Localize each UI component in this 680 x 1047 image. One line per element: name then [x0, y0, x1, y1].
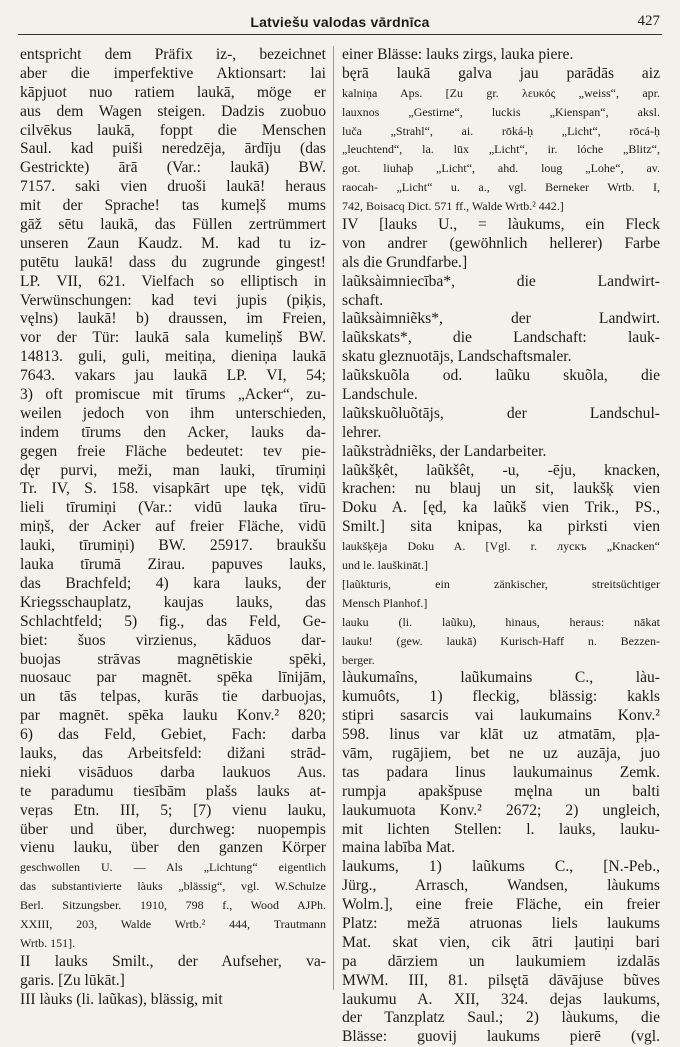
left-column [20, 46, 326, 1009]
text-line: das substantivierte làuks „blässig“, vgl. W.Schulze [20, 879, 326, 894]
text-line: Doku A. [ęd, ka laũkš vien Trik., PS., [342, 499, 660, 517]
text-line: laũkskuõluõtājs, der Landschul- [342, 404, 660, 422]
text-line: über und über, durchweg: nuopempis [20, 820, 326, 838]
text-line: Gestrickte) ārā (Var.: laukā) BW. [20, 159, 326, 177]
text-line: laukums, 1) laũkums C., [N.-Peb., [342, 858, 660, 876]
text-line: buojas strāvas magnētiskie spēki, [20, 650, 326, 668]
text-line: Kriegsschauplatz, kaujas lauks, das [20, 593, 326, 611]
text-line: garis. [Zu lūkāt.] [20, 971, 125, 989]
text-line: lieli tīrumiņi (Var.: vidū lauka tīru- [20, 499, 326, 517]
text-line: „leuchtend“, la. lūx „Licht“, ir. lóche „Blitz“, [342, 142, 660, 157]
text-line: unseren Zaun Kaudz. M. kad tu iz- [20, 234, 326, 252]
text-line: und le. lauškināt.] [342, 558, 428, 573]
text-line: stipri sasarcis vai laukumains Konv.² [342, 707, 660, 725]
text-line: 7157. saki vien druoši laukā! heraus [20, 178, 326, 196]
text-line: kāpjuot nuo ratiem laukā, möge er [20, 83, 326, 101]
text-line: mit lichten Stellen: l. lauks, lauku- [342, 820, 660, 838]
text-line: miņš, der Acker auf freier Fläche, vidū [20, 518, 326, 536]
text-line: raocah- „Licht“ u. a., vgl. Berneker Wrtb. I, [342, 180, 660, 195]
text-line: lauku! (gew. laukā) Kurisch-Haff n. Bezzen- [342, 633, 660, 648]
running-title: Latviešu valodas vārdnīca [250, 14, 430, 30]
text-line: Berl. Sitzungsber. 1910, 798 f., Wood AJPh. [20, 898, 326, 913]
text-line: gāž sētu laukā, das Füllen zertrümmert [20, 216, 326, 234]
text-line: pa dārziem un laukumiem izdalās [342, 952, 660, 970]
text-line: berger. [342, 652, 375, 667]
text-line: rumpja apakšpuse męlna un balti [342, 782, 660, 800]
text-line: laũkskats*, die Landschaft: lauk- [342, 329, 660, 347]
text-line: got. liuhaþ „Licht“, ahd. loug „Lohe“, av. [342, 161, 660, 176]
text-line: laũksàimniecība*, die Landwirt- [342, 272, 660, 290]
text-line: kalniņa Aps. [Zu gr. λευκός „weiss“, apr. [342, 85, 660, 100]
text-line: schaft. [342, 291, 384, 309]
text-line: Saul. kad puiši neredzēja, ārdīju (das [20, 140, 326, 158]
text-line: MWM. III, 81. pilsętā dāvājuse bũves [342, 971, 660, 989]
text-line: Mensch Planhof.] [342, 595, 428, 610]
text-line: biet: šuos virzienus, kāduos dar- [20, 631, 326, 649]
text-line: lauku (li. laũku), hinaus, heraus: nākat [342, 614, 660, 629]
text-line: vęlns) laukā! b) draussen, im Freien, [20, 310, 326, 328]
text-line: 3) oft promiscue mit tīrums „Acker“, zu- [20, 386, 326, 404]
text-line: cilvēkus laukā, foppt die Menschen [20, 121, 326, 139]
text-line: Wolm.], eine freie Fläche, ein freier [342, 896, 660, 914]
text-line: weilen jedoch von ihm unterschieden, [20, 404, 326, 422]
text-line: laukumu A. XII, 324. dejas laukums, [342, 990, 660, 1008]
text-line: mit der Sprache! tas kumeļš mums [20, 197, 326, 215]
text-line: lauxnos „Gestirne“, luckis „Kienspan“, aksl. [342, 104, 660, 119]
text-line: luča „Strahl“, ai. rōká-ḥ „Licht“, rōcá-ḥ [342, 123, 660, 138]
text-line: aber die imperfektive Aktionsart: lai [20, 64, 326, 82]
text-line: nieki visāduos darba laukuos Aus. [20, 763, 326, 781]
text-line: 6) das Feld, Gebiet, Fach: darba [20, 726, 326, 744]
text-line: dęr purvi, meži, man lauki, tīrumiņi [20, 461, 326, 479]
page-number: 427 [637, 13, 660, 29]
text-line: Landschule. [342, 386, 418, 404]
text-line: IV [lauks U., = làukums, ein Fleck [342, 216, 660, 234]
text-line: LP. VII, 621. Vielfach so elliptisch in [20, 272, 326, 290]
text-line: vienu lauku, über den ganzen Körper [20, 839, 326, 857]
column-divider [333, 46, 334, 990]
text-line: aus dem Wagen steigen. Dadzis zuobuo [20, 102, 326, 120]
text-line: Blässe: guovij laukums pierē (vgl. [342, 1028, 660, 1046]
text-line: lauka tīrumā Zirau. papuves lauks, [20, 556, 326, 574]
text-line: kumuôts, 1) fleckig, blässig: kakls [342, 688, 660, 706]
text-line: gegen freie Fläche bedeutet: tev pie- [20, 442, 326, 460]
text-line: lehrer. [342, 423, 382, 441]
text-line: geschwollen U. — Als „Lichtung“ eigentlich [20, 860, 326, 875]
text-line: [laũkturis, ein zänkischer, streitsüchtiger [342, 576, 660, 591]
text-line: vor der Tür: laukā sala kumeliņš BW. [20, 329, 326, 347]
text-line: 742, Boisacq Dict. 571 ff., Walde Wrtb.² 442.] [342, 199, 564, 214]
text-line: einer Blässe: lauks zirgs, lauka piere. [342, 46, 574, 63]
text-line: làukumaîns, laũkumains C., làu- [342, 669, 660, 687]
text-line: Wrtb. 151]. [20, 935, 76, 950]
text-line: vām, rugājiem, bet ne uz auzāja, juo [342, 744, 660, 762]
text-line: Verwünschungen: kad tevi jupis (piķis, [20, 291, 326, 309]
text-line: laukumuota Konv.² 2672; 2) ungleich, [342, 801, 660, 819]
page-header [18, 8, 662, 35]
text-line: 598. linus var klāt uz atmatām, pļa- [342, 726, 660, 744]
text-line: Smilt.] sita knipas, ka pirksti vien [342, 518, 660, 536]
text-line: skatu gleznuotājs, Landschaftsmaler. [342, 348, 572, 366]
text-line: von andrer (gewöhnlich hellerer) Farbe [342, 234, 660, 252]
text-line: II lauks Smilt., der Aufseher, va- [20, 952, 326, 970]
text-line: III làuks (li. laũkas), blässig, mit [20, 990, 223, 1008]
text-line: nuosauc par magnēt. spēka līnijām, [20, 669, 326, 687]
text-line: laũkskuõla od. laũku skuõla, die [342, 367, 660, 385]
text-line: un tās telpas, kurās tie darbuojas, [20, 688, 326, 706]
text-line: indem tīrums den Acker, lauks da- [20, 423, 326, 441]
text-line: laukšķēja Doku A. [Vgl. r. лускъ „Knacken“ [342, 539, 660, 554]
text-line: Tr. IV, S. 158. visapkārt upe tęk, vidū [20, 480, 326, 498]
text-line: Jürg., Arrasch, Wandsen, làukums [342, 877, 660, 895]
text-line: lauki, tīrumiņi) BW. 25917. braukšu [20, 537, 326, 555]
text-line: der Tanzplatz Saul.; 2) làukums, die [342, 1009, 660, 1027]
text-line: entspricht dem Präfix iz-, bezeichnet [20, 46, 326, 63]
text-line: 14813. guli, guli, meitiņa, dieniņa laukā [20, 348, 326, 366]
text-line: laũksàimniẽks*, der Landwirt. [342, 310, 660, 328]
text-line: das Brachfeld; 4) kara lauks, der [20, 574, 326, 592]
text-line: putētu laukā! dass du zugrunde gingest! [20, 253, 326, 271]
text-line: Schlachtfeld; 5) fig., das Feld, Ge- [20, 612, 326, 630]
text-line: laũkšķêt, laũkšêt, -u, -ēju, knacken, [342, 461, 660, 479]
text-line: Platz: mežā atruonas liels laukums [342, 914, 660, 932]
text-line: bęrā laukā galva jau parādās aiz [342, 64, 660, 82]
text-line: krachen: nu blauj un sit, laukšķ vien [342, 480, 660, 498]
text-line: 7643. vakars jau laukā LP. VI, 54; [20, 367, 326, 385]
right-column [342, 46, 660, 1047]
text-line: te paradumu tiesībām plašs lauks at- [20, 782, 326, 800]
text-line: lauks, das Arbeitsfeld: dižani strād- [20, 744, 326, 762]
text-line: Mat. skat vien, cik ātri ļautiņi bari [342, 933, 660, 951]
text-line: veŗas Etn. III, 5; [7) vienu lauku, [20, 801, 326, 819]
text-line: laũkstràdniẽks, der Landarbeiter. [342, 442, 547, 460]
text-line: par magnēt. spēka lauku Konv.² 820; [20, 707, 326, 725]
text-line: als die Grundfarbe.] [342, 253, 468, 271]
text-line: tas padara linus laukumainus Zemk. [342, 763, 660, 781]
text-line: XXIII, 203, Walde Wrtb.² 444, Trautmann [20, 916, 326, 931]
text-line: maina labība Mat. [342, 839, 456, 857]
